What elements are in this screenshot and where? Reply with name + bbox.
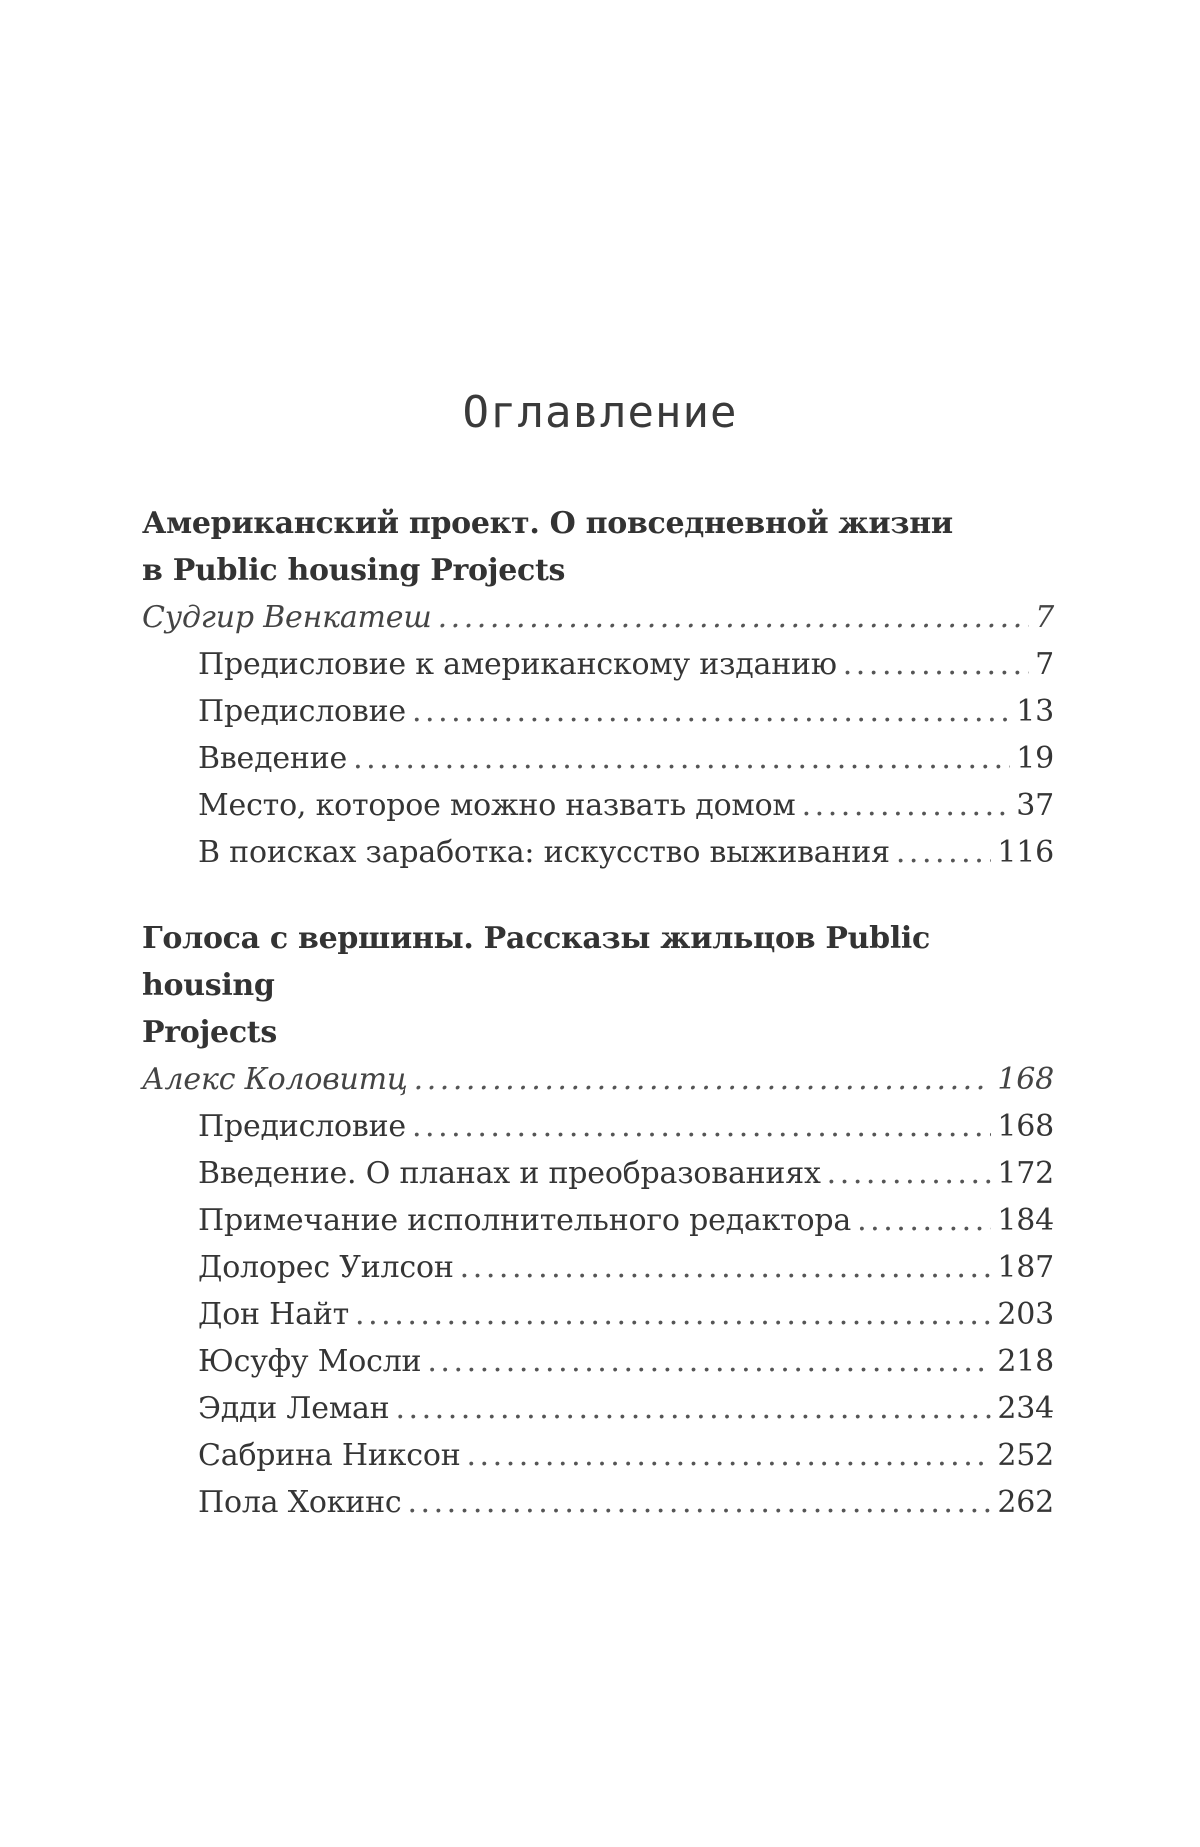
entry-label: Сабрина Никсон	[198, 1438, 461, 1473]
page-number: 262	[997, 1485, 1054, 1520]
entry-label: Предисловие	[198, 694, 406, 729]
toc-entry[interactable]	[142, 1244, 1054, 1291]
section-title	[142, 500, 1054, 594]
dot-leader	[427, 1338, 991, 1385]
entry-label: В поисках заработка: искусство выживания	[198, 835, 890, 870]
page-number: 168	[997, 1109, 1054, 1144]
toc-entry[interactable]	[142, 1479, 1054, 1526]
toc-entry[interactable]	[142, 1103, 1054, 1150]
entry-label: Место, которое можно назвать домом	[198, 788, 796, 823]
page-title: Оглавление	[462, 387, 738, 439]
toc-author-row[interactable]	[142, 1056, 1054, 1103]
entry-label: Долорес Уилсон	[198, 1250, 454, 1285]
page-number: 234	[997, 1391, 1054, 1426]
page-number: 172	[997, 1156, 1054, 1191]
author-name: Судгир Венкатеш	[142, 600, 432, 635]
entry-label: Предисловие к американскому изданию	[198, 647, 837, 682]
page-number: 187	[997, 1250, 1054, 1285]
entry-label: Юсуфу Мосли	[198, 1344, 422, 1379]
page-number: 168	[997, 1062, 1054, 1097]
dot-leader	[896, 829, 992, 876]
toc-entry[interactable]	[142, 1150, 1054, 1197]
toc-entry[interactable]	[142, 1291, 1054, 1338]
entry-label: Эдди Леман	[198, 1391, 390, 1426]
entry-label: Введение. О планах и преобразованиях	[198, 1156, 821, 1191]
toc-entry[interactable]	[142, 688, 1054, 735]
section-title-line: в Public housing Projects	[142, 553, 566, 588]
section-title	[142, 915, 1054, 1056]
dot-leader	[407, 1479, 991, 1526]
toc-entry[interactable]	[142, 829, 1054, 876]
dot-leader	[438, 594, 1030, 641]
dot-leader	[355, 1291, 991, 1338]
page-number: 37	[1016, 788, 1054, 823]
page-number: 203	[997, 1297, 1054, 1332]
page-number: 252	[997, 1438, 1054, 1473]
toc-entry[interactable]	[142, 1197, 1054, 1244]
section-title-line: Голоса с вершины. Рассказы жильцов Public housing	[142, 921, 930, 1003]
toc-section-1	[142, 500, 1054, 876]
toc-author-row[interactable]	[142, 594, 1054, 641]
dot-leader	[802, 782, 1011, 829]
toc-entry[interactable]	[142, 1385, 1054, 1432]
dot-leader	[857, 1197, 991, 1244]
dot-leader	[353, 735, 1010, 782]
dot-leader	[466, 1432, 991, 1479]
entry-label: Предисловие	[198, 1109, 406, 1144]
page-number: 7	[1035, 647, 1054, 682]
page-number: 116	[997, 835, 1054, 870]
toc-entry[interactable]	[142, 782, 1054, 829]
dot-leader	[412, 1103, 991, 1150]
page-number: 13	[1016, 694, 1054, 729]
dot-leader	[827, 1150, 992, 1197]
toc-entry[interactable]	[142, 1338, 1054, 1385]
dot-leader	[412, 688, 1010, 735]
entry-label: Примечание исполнительного редактора	[198, 1203, 852, 1238]
toc-entry[interactable]	[142, 735, 1054, 782]
entry-label: Введение	[198, 741, 348, 776]
entry-label: Пола Хокинс	[198, 1485, 402, 1520]
page-number: 19	[1016, 741, 1054, 776]
entry-label: Дон Найт	[198, 1297, 350, 1332]
toc-entry[interactable]	[142, 641, 1054, 688]
dot-leader	[460, 1244, 992, 1291]
page-number: 7	[1035, 600, 1054, 635]
dot-leader	[843, 641, 1029, 688]
dot-leader	[395, 1385, 991, 1432]
dot-leader	[414, 1056, 992, 1103]
toc-section-2	[142, 915, 1054, 1526]
author-name: Алекс Коловитц	[142, 1062, 408, 1097]
page-number: 184	[997, 1203, 1054, 1238]
toc-entry[interactable]	[142, 1432, 1054, 1479]
section-title-line: Американский проект. О повседневной жизни	[142, 506, 953, 541]
page-number: 218	[997, 1344, 1054, 1379]
section-title-line: Projects	[142, 1015, 277, 1050]
